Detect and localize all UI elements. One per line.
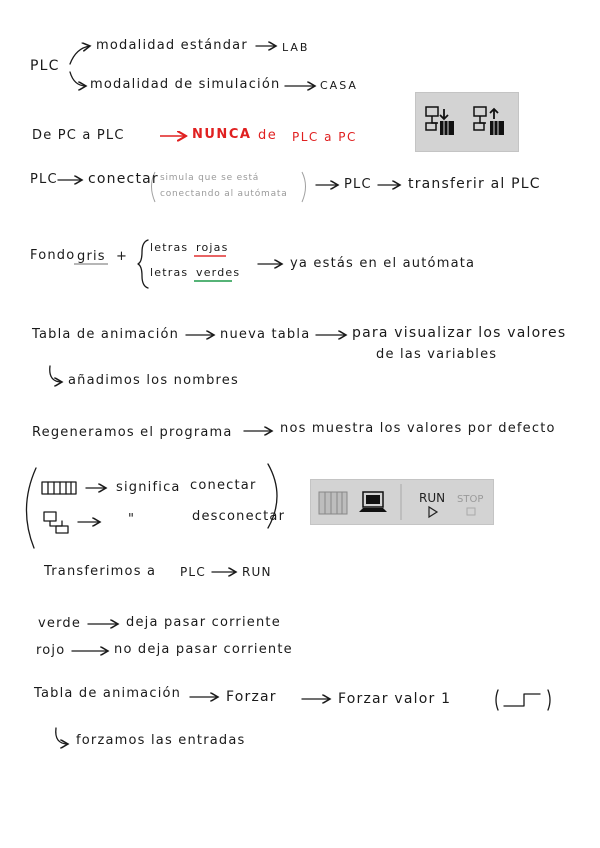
regenerate-label: Regeneramos el programa [32, 425, 233, 440]
rojas-label: rojas [196, 241, 229, 254]
disconnect-icon-sketch [44, 512, 68, 533]
plc-label-3: PLC [344, 177, 372, 192]
run-label: RUN [242, 565, 272, 579]
run-indicator: RUN [419, 491, 446, 505]
transfer-label: transferir al PLC [408, 176, 541, 192]
curly-brace [138, 240, 148, 288]
transfer-icons [416, 93, 518, 151]
gris-label: gris [77, 249, 106, 264]
connect-icon-sketch [42, 482, 76, 494]
simulation-mode-label: modalidad de simulación [90, 77, 281, 92]
of-variables-label: de las variables [376, 347, 498, 362]
connect-meaning-label: conectar [190, 478, 257, 493]
means-label: significa [116, 480, 181, 495]
verde-label: verde [38, 616, 82, 631]
casa-label: CASA [320, 79, 358, 92]
note-paren-right [302, 172, 306, 202]
rojo-meaning: no deja pasar corriente [114, 642, 293, 657]
ditto-mark: " [128, 512, 136, 527]
step-signal-symbol [496, 690, 550, 710]
animation-table-label: Tabla de animación [32, 327, 180, 342]
download-from-plc-icon [474, 107, 504, 135]
plc-label: PLC [30, 58, 60, 74]
plus-sign: + [116, 249, 129, 264]
standard-mode-label: modalidad estándar [96, 38, 248, 53]
stop-square-icon [467, 508, 475, 515]
verde-meaning: deja pasar corriente [126, 615, 281, 630]
add-names-label: añadimos los nombres [68, 373, 239, 388]
hook-arrow-names [50, 366, 62, 382]
status-bar-screenshot [310, 479, 494, 525]
upload-to-plc-icon [426, 107, 454, 135]
big-paren-left [26, 468, 36, 548]
hook-arrow-force [56, 728, 68, 744]
lab-label: LAB [282, 41, 310, 54]
never-label: NUNCA [192, 127, 252, 142]
force-value-label: Forzar valor 1 [338, 691, 452, 707]
in-automata-label: ya estás en el autómata [290, 256, 476, 271]
visualize-values-label: para visualizar los valores [352, 325, 567, 341]
letras-label-1: letras [150, 241, 189, 254]
computer-icon [359, 492, 387, 512]
force-label: Forzar [226, 689, 277, 705]
plc-label-2: PLC [30, 172, 58, 187]
branch-arrow-down [70, 72, 86, 86]
direction-prefix: De PC a PLC [32, 128, 125, 143]
status-icons [311, 480, 493, 524]
de-label: de [258, 128, 278, 143]
force-inputs-label: forzamos las entradas [76, 733, 246, 748]
transfer-to-label: Transferimos a [44, 564, 157, 579]
rojo-label: rojo [36, 643, 66, 658]
plc-module-icon [319, 492, 347, 514]
new-table-label: nueva tabla [220, 327, 311, 342]
transfer-icons-screenshot [415, 92, 519, 152]
conectar-label: conectar [88, 171, 159, 187]
default-values-label: nos muestra los valores por defecto [280, 421, 556, 436]
branch-arrow-up [70, 46, 90, 64]
letras-label-2: letras [150, 266, 189, 279]
simulation-note-line2: conectando al autómata [160, 189, 288, 199]
plc-a-pc-label: PLC a PC [292, 130, 357, 144]
simulation-note-line1: simula que se está [160, 173, 260, 183]
plc-label-4: PLC [180, 565, 206, 579]
fondo-label: Fondo [30, 248, 76, 263]
run-play-icon [429, 507, 437, 517]
animation-table-label-2: Tabla de animación [34, 686, 182, 701]
stop-indicator: STOP [457, 494, 484, 505]
disconnect-meaning-label: desconectar [192, 509, 286, 524]
verdes-label: verdes [196, 266, 241, 279]
